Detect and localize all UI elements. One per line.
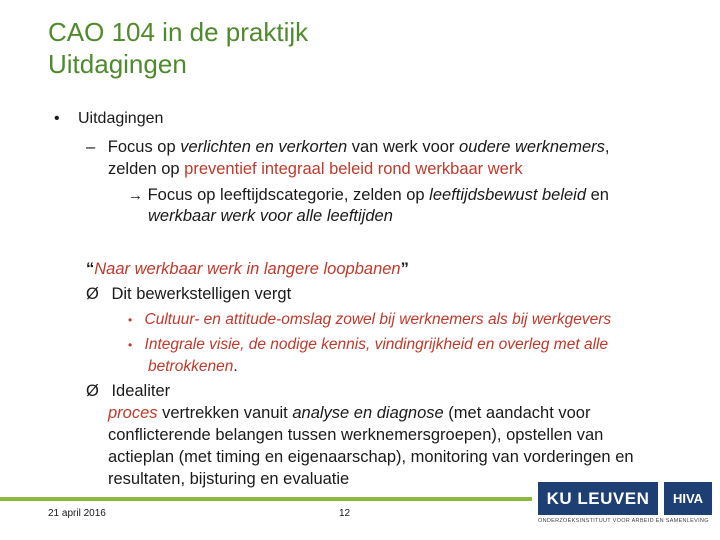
hiva-logo: HIVA: [664, 482, 712, 515]
bullet-label: Uitdagingen: [78, 110, 164, 127]
sub-item-cultuur: • Cultuur- en attitude-omslag zowel bij werknemers als bij werkgevers: [128, 311, 612, 328]
idealiter-line-1: proces vertrekken vanuit analyse en diagnose (met aandacht voor: [108, 404, 591, 422]
title-line-1: CAO 104 in de praktijk: [48, 17, 309, 47]
sub-bullet-focus: – Focus op verlichten en verkorten van werk voor oudere werknemers,: [86, 138, 610, 156]
hiva-tagline: ONDERZOEKSINSTITUUT VOOR ARBEID EN SAMENLEVING: [538, 518, 709, 524]
arrowhead-marker: Ø: [86, 382, 99, 400]
dash-marker: –: [86, 138, 96, 156]
point-bewerkstelligen: Ø Dit bewerkstelligen vergt: [86, 285, 292, 303]
idealiter-line-3: actieplan (met timing en eigenaarschap), monitoring van vorderingen en: [108, 448, 634, 466]
idealiter-line-4: resultaten, bijsturing en evaluatie: [108, 470, 350, 488]
sub-bullet-focus-cont: zelden op preventief integraal beleid rond werkbaar werk: [108, 160, 523, 178]
title-line-2: Uitdagingen: [48, 49, 187, 79]
footer-bar: [0, 497, 532, 501]
footer-date: 21 april 2016: [48, 508, 106, 519]
bullet-marker: •: [54, 110, 60, 127]
page-number: 12: [339, 508, 351, 519]
sub-item-integrale: • Integrale visie, de nodige kennis, vindingrijkheid en overleg met alle: [128, 336, 609, 353]
arrow-icon: →: [128, 187, 143, 204]
arrow-line-cont: werkbaar werk voor alle leeftijden: [148, 207, 393, 225]
quote-heading: “Naar werkbaar werk in langere loopbanen”: [86, 260, 409, 278]
arrow-line: → Focus op leeftijdscategorie, zelden op leeftijdsbewust beleid en: [128, 186, 609, 204]
ku-leuven-logo: KU LEUVEN: [538, 482, 658, 515]
idealiter-line-2: conflicterende belangen tussen werknemersgroepen), opstellen van: [108, 426, 604, 444]
bullet-uitdagingen: [54, 110, 164, 128]
arrowhead-marker: Ø: [86, 285, 99, 303]
point-idealiter: Ø Idealiter: [86, 382, 171, 400]
slide-title: [48, 16, 308, 80]
sub-item-integrale-cont: betrokkenen.: [148, 358, 238, 375]
logo-area: [532, 474, 720, 540]
